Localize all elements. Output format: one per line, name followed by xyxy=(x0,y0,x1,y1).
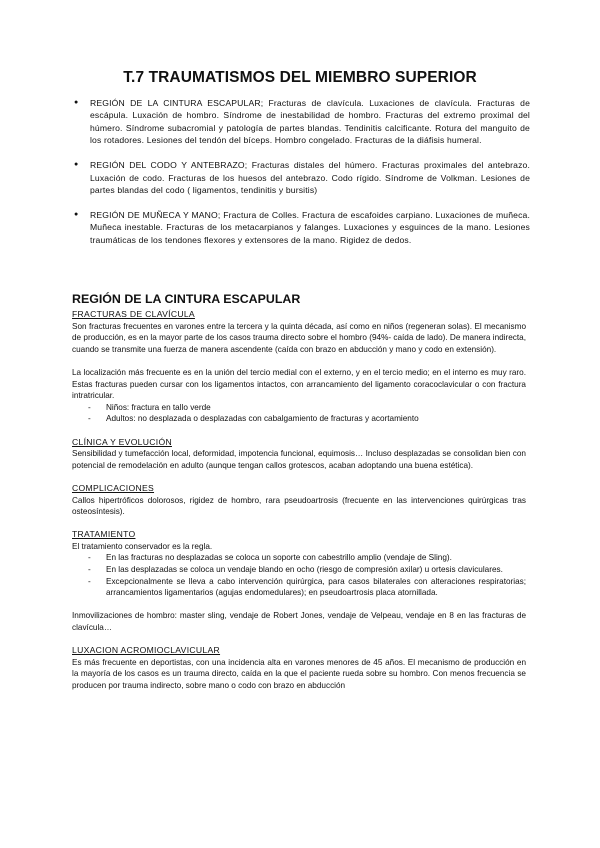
paragraph: Es más frecuente en deportistas, con una incidencia alta en varones menores de 45 años. El mecanismo de producción en la mayoría de los casos es un trauma directo, caída en la que el paciente rueda sobre su hombro. Con menos frecuencia se producen por trauma indirecto, sobre mano o codo con brazo en abducción xyxy=(72,657,526,690)
paragraph: El tratamiento conservador es la regla. xyxy=(72,541,213,551)
paragraph: Son fracturas frecuentes en varones entre la tercera y la quinta década, así como en niños (regeneran solas). El mecanismo de producción, es en la mayor parte de los casos trauma directo sobre el hombro (94%- caída de lado). De manera indirecta, cuando se transmite una fuerza de manera ascendente (caída con brazo en abducción y mano y codo en extensión). xyxy=(72,321,526,354)
heading-luxacion: LUXACION ACROMIOCLAVICULAR xyxy=(72,645,221,656)
paragraph: La localización más frecuente es en la unión del tercio medial con el externo, y en el tercio medio; en el interno es muy raro. Estas fracturas pueden cursar con los ligamentos intactos, con arrancamiento del ligamento coracoclavicular o con fractura intratricular. xyxy=(72,367,526,401)
heading-clinica: CLÍNICA Y EVOLUCIÓN xyxy=(72,436,172,447)
summary-list xyxy=(90,97,530,259)
document-title: T.7 TRAUMATISMOS DEL MIEMBRO SUPERIOR xyxy=(123,69,477,86)
paragraph: Callos hipertróficos dolorosos, rigidez de hombro, rara pseudoartrosis (frecuente en las intervenciones quirúrgicas tras osteosíntesis). xyxy=(72,495,526,517)
dash-list xyxy=(72,552,526,598)
list-item: - Niños: fractura en tallo verde xyxy=(72,402,526,414)
heading-complicaciones: COMPLICACIONES xyxy=(72,482,155,493)
summary-item: ● REGIÓN DE MUÑECA Y MANO; Fractura de Colles. Fractura de escafoides carpiano. Luxaciones de muñeca. Muñeca inestable. Fracturas de los metacarpianos y falanges. Luxaciones y esguinces de la mano. Lesiones traumáticas de los tendones flexores y extensores de la mano. Rigidez de dedos. xyxy=(90,209,530,246)
heading-tratamiento: TRATAMIENTO xyxy=(72,529,136,540)
list-item: - Excepcionalmente se lleva a cabo intervención quirúrgica, para casos bilaterales con alteraciones respiratorias; arrancamientos ligamentarios (agujas endomedulares); en pseudoartrosis placa atornillada. xyxy=(72,576,526,599)
summary-item: ● REGIÓN DEL CODO Y ANTEBRAZO; Fracturas distales del húmero. Fracturas proximales del antebrazo. Luxación de codo. Fracturas de los huesos del antebrazo. Codo rígido. Síndrome de Volkman. Lesiones de partes blandas del codo ( ligamentos, tendinitis y bursitis) xyxy=(90,159,530,196)
list-item: - Adultos: no desplazada o desplazadas con cabalgamiento de fracturas y acortamiento xyxy=(72,413,526,425)
paragraph: Sensibilidad y tumefacción local, deformidad, impotencia funcional, equimosis… Incluso desplazadas se consolidan bien con potencial de remodelación en adulto (aunque tengan callos grotescos, acaban adoptando una buena estética). xyxy=(72,449,526,470)
paragraph: Inmovilizaciones de hombro: master sling, vendaje de Robert Jones, vendaje de Velpeau, vendaje en 8 en las fracturas de clavícula… xyxy=(72,611,526,633)
list-item: - En las fracturas no desplazadas se coloca un soporte con cabestrillo amplio (vendaje de Sling). xyxy=(72,552,526,564)
dash-list xyxy=(72,402,526,425)
summary-item: ● REGIÓN DE LA CINTURA ESCAPULAR; Fracturas de clavícula. Luxaciones de clavícula. Fracturas de escápula. Luxación de hombro. Síndrome de inestabilidad de hombro. Fracturas del extremo proximal del húmero. Síndrome subacromial y patología de partes blandas. Tendinitis calcificante. Rotura del manguito de los rotadores. Lesiones del tendón del bíceps. Hombro congelado. Fracturas de la diáfisis humeral. xyxy=(90,97,530,147)
section-title: REGIÓN DE LA CINTURA ESCAPULAR xyxy=(72,292,301,306)
heading-fracturas: FRACTURAS DE CLAVÍCULA xyxy=(72,309,195,319)
section-body xyxy=(72,309,526,692)
list-item: - En las desplazadas se coloca un vendaje blando en ocho (riesgo de compresión axilar) u ortesis claviculares. xyxy=(72,564,526,576)
